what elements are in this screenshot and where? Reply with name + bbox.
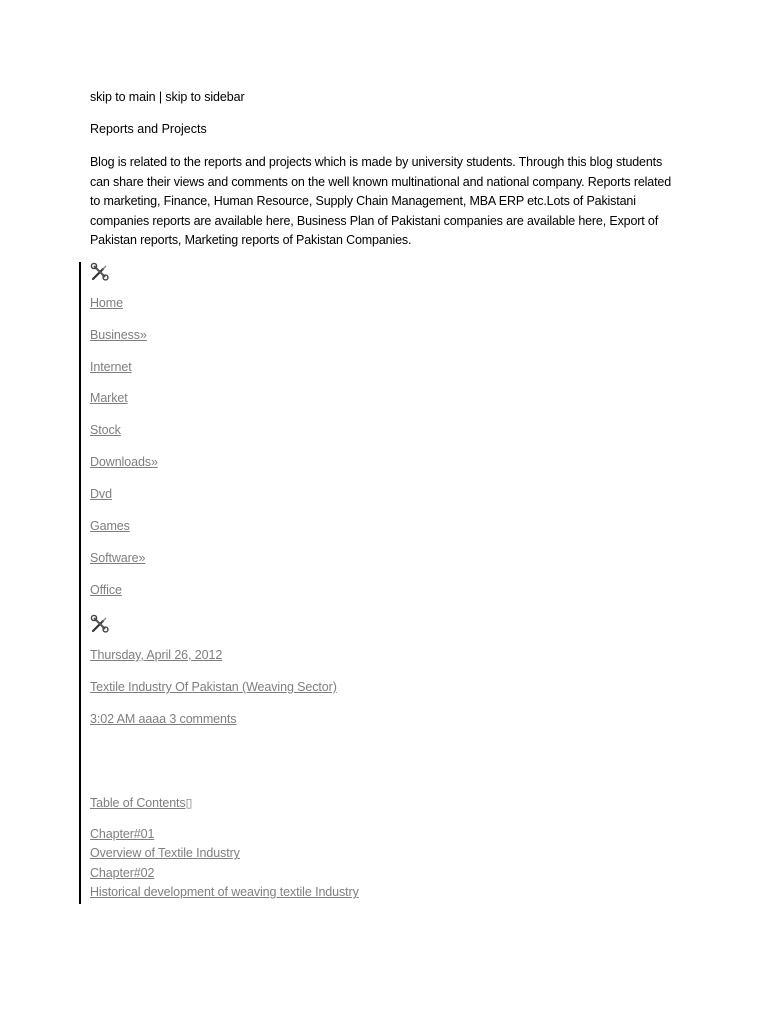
skip-to-sidebar-link[interactable]: skip to sidebar [165, 90, 245, 104]
nav-item-downloads[interactable]: Downloads» [90, 455, 158, 469]
nav-item-software[interactable]: Software» [90, 551, 146, 565]
blog-title: Reports and Projects [90, 122, 207, 136]
tools-icon[interactable] [90, 614, 110, 634]
skip-links [90, 90, 245, 104]
chapter-link[interactable]: Overview of Textile Industry [90, 846, 240, 861]
nav-item-games[interactable]: Games [90, 519, 130, 533]
chapter-list [90, 825, 359, 903]
chapter-link[interactable]: Chapter#02 [90, 865, 155, 880]
post-title-link[interactable]: Textile Industry Of Pakistan (Weaving Sector) [90, 680, 337, 694]
post-meta[interactable]: 3:02 AM aaaa 3 comments [90, 712, 237, 726]
nav-item-market[interactable]: Market [90, 391, 128, 405]
nav-item-internet[interactable]: Internet [90, 360, 132, 374]
nav-item-dvd[interactable]: Dvd [90, 487, 112, 501]
nav-item-office[interactable]: Office [90, 583, 122, 597]
skip-to-main-link[interactable]: skip to main [90, 90, 156, 104]
tools-icon[interactable] [90, 262, 110, 282]
post-date[interactable]: Thursday, April 26, 2012 [90, 648, 223, 662]
left-divider [79, 262, 81, 904]
blog-description: Blog is related to the reports and projects which is made by university students. Through this blog students can share their views and comments on the well known multinational and national company. Reports related to marketing, Finance, Human Resource, Supply Chain Management, MBA ERP etc.Lots of Pakistani companies reports are available here, Business Plan of Pakistani companies are available here, Export of Pakistan reports, Marketing reports of Pakistan Companies. [90, 155, 672, 248]
nav-item-stock[interactable]: Stock [90, 423, 121, 437]
nav-item-home[interactable]: Home [90, 296, 123, 310]
chapter-link[interactable]: Chapter#01 [90, 827, 155, 841]
chapter-link[interactable]: Historical development of weaving textile Industry [90, 885, 359, 900]
nav-item-business[interactable]: Business» [90, 328, 147, 342]
table-of-contents-link[interactable]: Table of Contents▯ [90, 796, 193, 810]
skip-separator: | [158, 90, 163, 104]
